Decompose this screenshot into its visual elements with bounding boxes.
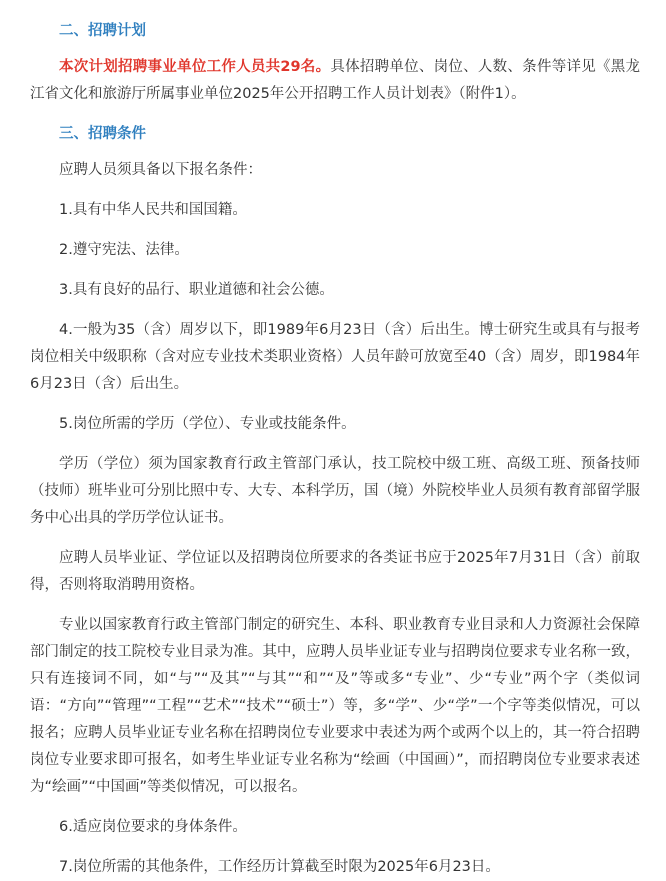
plan-details-text: 具体招聘单位、岗位、人数、条件等详见《黑龙江省文化和旅游厅所属事业单位2025年公开招聘工作人员计划表》（附件1）。 (30, 59, 640, 102)
condition-item: 5.岗位所需的学历（学位）、专业或技能条件。 (59, 416, 356, 432)
condition-item: 6.适应岗位要求的身体条件。 (59, 819, 247, 835)
condition-paragraph: 应聘人员毕业证、学位证以及招聘岗位所要求的各类证书应于2025年7月31日（含）前取得，否则将取消聘用资格。 (30, 550, 640, 593)
highlight-total-positions: 本次计划招聘事业单位工作人员共29名。 (59, 59, 331, 75)
recruitment-plan-paragraph (30, 54, 640, 108)
condition-item: 4.一般为35（含）周岁以下，即1989年6月23日（含）后出生。博士研究生或具有与报考岗位相关中级职称（含对应专业技术类职业资格）人员年龄可放宽至40（含）周岁，即1984年6月23日（含）后出生。 (30, 322, 640, 392)
condition-item: 2.遵守宪法、法律。 (59, 242, 189, 258)
condition-paragraph: 学历（学位）须为国家教育行政主管部门承认，技工院校中级工班、高级工班、预备技师（技师）班毕业可分别比照中专、大专、本科学历，国（境）外院校毕业人员须有教育部留学服务中心出具的学历学位认证书。 (30, 456, 640, 526)
condition-item: 1.具有中华人民共和国国籍。 (59, 202, 247, 218)
condition-paragraph: 专业以国家教育行政主管部门制定的研究生、本科、职业教育专业目录和人力资源社会保障部门制定的技工院校专业目录为准。其中，应聘人员毕业证专业与招聘岗位要求专业名称一致，只有连接词不同，如“与”“及其”“与其”“和”“及”等或多“专业”、少“专业”两个字（类似词语：“方向”“管理”“工程”“艺术”“技术”“硕士”）等，多“学”、少“学”一个字等类似情况，可以报名；应聘人员毕业证专业名称在招聘岗位专业要求中表述为两个或两个以上的，其一符合招聘岗位专业要求即可报名，如考生毕业证专业名称为“绘画（中国画）”，而招聘岗位专业要求表述为“绘画”“中国画”等类似情况，可以报名。 (30, 617, 640, 795)
conditions-intro: 应聘人员须具备以下报名条件： (59, 162, 262, 178)
section-heading-recruitment-plan: 二、招聘计划 (59, 23, 146, 39)
condition-item: 7.岗位所需的其他条件，工作经历计算截至时限为2025年6月23日。 (59, 859, 500, 875)
condition-item: 3.具有良好的品行、职业道德和社会公德。 (59, 282, 334, 298)
section-heading-recruitment-conditions: 三、招聘条件 (59, 126, 146, 142)
